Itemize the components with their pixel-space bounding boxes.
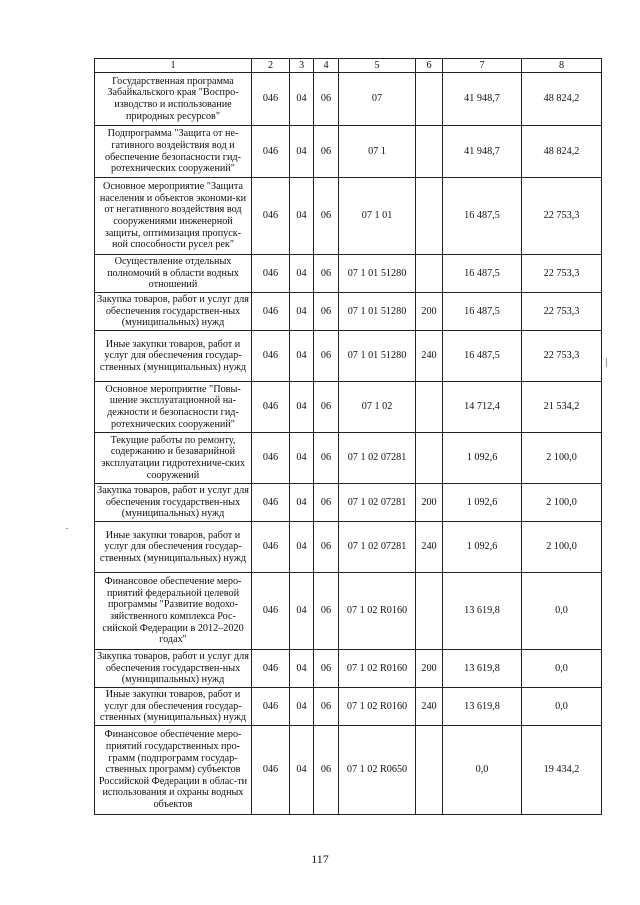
table-cell: 04 [290,178,314,255]
table-cell: 046 [252,255,290,293]
table-cell: 046 [252,484,290,522]
table-cell: 04 [290,382,314,433]
scan-edge-mark [606,358,607,367]
table-cell: 0,0 [443,726,522,815]
table-cell: 07 1 02 [339,382,416,433]
budget-table [94,58,602,815]
table-cell: 06 [314,178,339,255]
table-cell: 07 1 02 07281 [339,522,416,573]
table-cell: 16 487,5 [443,178,522,255]
table-cell: 06 [314,484,339,522]
row-name-cell: Финансовое обеспечение меро-приятий государственных про-грамм (подпрограмм государ-ственных программ) субъектов Российской Федерации в облас-ти использования и охраны водных объектов [95,726,252,815]
table-cell: 07 1 01 51280 [339,255,416,293]
table-cell: 41 948,7 [443,126,522,178]
column-header: 6 [416,59,443,73]
table-cell: 07 1 02 R0160 [339,650,416,688]
table-cell: 22 753,3 [522,255,602,293]
column-header: 8 [522,59,602,73]
table-cell: 06 [314,331,339,382]
table-cell: 06 [314,382,339,433]
table-cell: 06 [314,433,339,484]
table-row [95,688,602,726]
table-cell: 2 100,0 [522,484,602,522]
table-cell: 240 [416,688,443,726]
table-cell [416,573,443,650]
table-cell: 04 [290,73,314,126]
table-cell: 06 [314,126,339,178]
table-cell: 04 [290,573,314,650]
table-cell: 06 [314,293,339,331]
table-cell: 07 1 02 07281 [339,484,416,522]
table-cell [416,73,443,126]
column-header: 7 [443,59,522,73]
table-cell: 2 100,0 [522,433,602,484]
column-header: 1 [95,59,252,73]
table-cell: 200 [416,650,443,688]
table-cell: 07 1 02 R0160 [339,573,416,650]
row-name-cell: Закупка товаров, работ и услуг для обеспечения государствен-ных (муниципальных) нужд [95,650,252,688]
table-cell: 14 712,4 [443,382,522,433]
row-name-cell: Подпрограмма "Защита от не-гативного воздействия вод и обеспечение безопасности гид-ротехнических сооружений" [95,126,252,178]
column-header: 5 [339,59,416,73]
table-row [95,73,602,126]
table-cell: 04 [290,522,314,573]
table-cell [416,126,443,178]
table-cell: 48 824,2 [522,126,602,178]
table-cell: 04 [290,255,314,293]
table-cell: 48 824,2 [522,73,602,126]
table-cell: 06 [314,726,339,815]
table-cell: 22 753,3 [522,331,602,382]
table-cell: 200 [416,293,443,331]
table-cell: 04 [290,484,314,522]
row-name-cell: Основное мероприятие "Повы-шение эксплуатационной на-дежности и безопасности гид-ротехнических сооружений" [95,382,252,433]
table-cell: 07 1 02 R0650 [339,726,416,815]
page-number: 117 [311,852,329,866]
table-cell: 2 100,0 [522,522,602,573]
table-row [95,433,602,484]
column-header: 3 [290,59,314,73]
table-cell: 21 534,2 [522,382,602,433]
table-cell: 046 [252,433,290,484]
table-cell: 16 487,5 [443,293,522,331]
row-name-cell: Иные закупки товаров, работ и услуг для обеспечения государ-ственных (муниципальных) нужд [95,331,252,382]
table-cell: 046 [252,73,290,126]
column-header: 4 [314,59,339,73]
table-row [95,382,602,433]
table-cell: 04 [290,688,314,726]
row-name-cell: Иные закупки товаров, работ и услуг для обеспечения государ-ственных (муниципальных) нужд [95,688,252,726]
table-cell: 16 487,5 [443,331,522,382]
table-cell: 07 1 01 51280 [339,293,416,331]
table-cell: 13 619,8 [443,650,522,688]
table-cell: 04 [290,433,314,484]
table-cell: 07 1 [339,126,416,178]
table-cell [416,726,443,815]
table-cell: 046 [252,178,290,255]
table-row [95,484,602,522]
table-cell: 046 [252,522,290,573]
table-body [95,73,602,815]
table-cell: 07 1 02 R0160 [339,688,416,726]
table-cell: 06 [314,688,339,726]
scan-edge-mark [66,528,68,529]
table-cell: 06 [314,522,339,573]
table-cell: 04 [290,650,314,688]
table-cell [416,382,443,433]
row-name-cell: Закупка товаров, работ и услуг для обеспечения государствен-ных (муниципальных) нужд [95,293,252,331]
table-cell [416,433,443,484]
table-cell: 240 [416,522,443,573]
row-name-cell: Основное мероприятие "Защита населения и объектов экономи-ки от негативного воздействия вод сооружениями инженерной защиты, оптимизация пропуск-ной способности русел рек" [95,178,252,255]
table-cell: 0,0 [522,650,602,688]
table-cell: 200 [416,484,443,522]
table-row [95,522,602,573]
table-cell: 04 [290,293,314,331]
row-name-cell: Финансовое обеспечение меро-приятий федеральной целевой программы "Развитие водохо-зяйственного комплекса Рос-сийской Федерации в 2012–2020 годах" [95,573,252,650]
table-cell: 22 753,3 [522,293,602,331]
table-cell: 1 092,6 [443,522,522,573]
table-row [95,293,602,331]
row-name-cell: Текущие работы по ремонту, содержанию и безаварийной эксплуатации гидротехниче-ских сооружений [95,433,252,484]
table-row [95,726,602,815]
table-row [95,573,602,650]
table-cell: 04 [290,331,314,382]
table-cell: 07 1 01 51280 [339,331,416,382]
table-cell: 04 [290,726,314,815]
table-row [95,331,602,382]
table-cell: 1 092,6 [443,433,522,484]
table-cell: 16 487,5 [443,255,522,293]
table-cell: 06 [314,573,339,650]
table-cell: 13 619,8 [443,688,522,726]
table-header-row [95,59,602,73]
table-cell [416,255,443,293]
table-cell: 41 948,7 [443,73,522,126]
table-cell: 046 [252,293,290,331]
row-name-cell: Иные закупки товаров, работ и услуг для обеспечения государ-ственных (муниципальных) нужд [95,522,252,573]
table-cell: 04 [290,126,314,178]
table-cell: 22 753,3 [522,178,602,255]
table-cell: 13 619,8 [443,573,522,650]
row-name-cell: Государственная программа Забайкальского края "Воспро-изводство и использование природных ресурсов" [95,73,252,126]
table-row [95,650,602,688]
table-cell: 046 [252,726,290,815]
table-cell: 046 [252,126,290,178]
table-cell: 06 [314,650,339,688]
table-cell: 046 [252,331,290,382]
table-cell: 046 [252,573,290,650]
table-cell: 07 [339,73,416,126]
table-cell: 07 1 02 07281 [339,433,416,484]
table-cell: 07 1 01 [339,178,416,255]
table-row [95,178,602,255]
table-cell: 046 [252,688,290,726]
table-row [95,255,602,293]
table-cell: 0,0 [522,688,602,726]
row-name-cell: Осуществление отдельных полномочий в области водных отношений [95,255,252,293]
table-cell: 046 [252,382,290,433]
table-cell: 06 [314,255,339,293]
table-row [95,126,602,178]
table-cell: 0,0 [522,573,602,650]
table-cell: 240 [416,331,443,382]
row-name-cell: Закупка товаров, работ и услуг для обеспечения государствен-ных (муниципальных) нужд [95,484,252,522]
table-cell: 06 [314,73,339,126]
column-header: 2 [252,59,290,73]
table-cell: 046 [252,650,290,688]
table-cell: 19 434,2 [522,726,602,815]
table-cell: 1 092,6 [443,484,522,522]
table-cell [416,178,443,255]
